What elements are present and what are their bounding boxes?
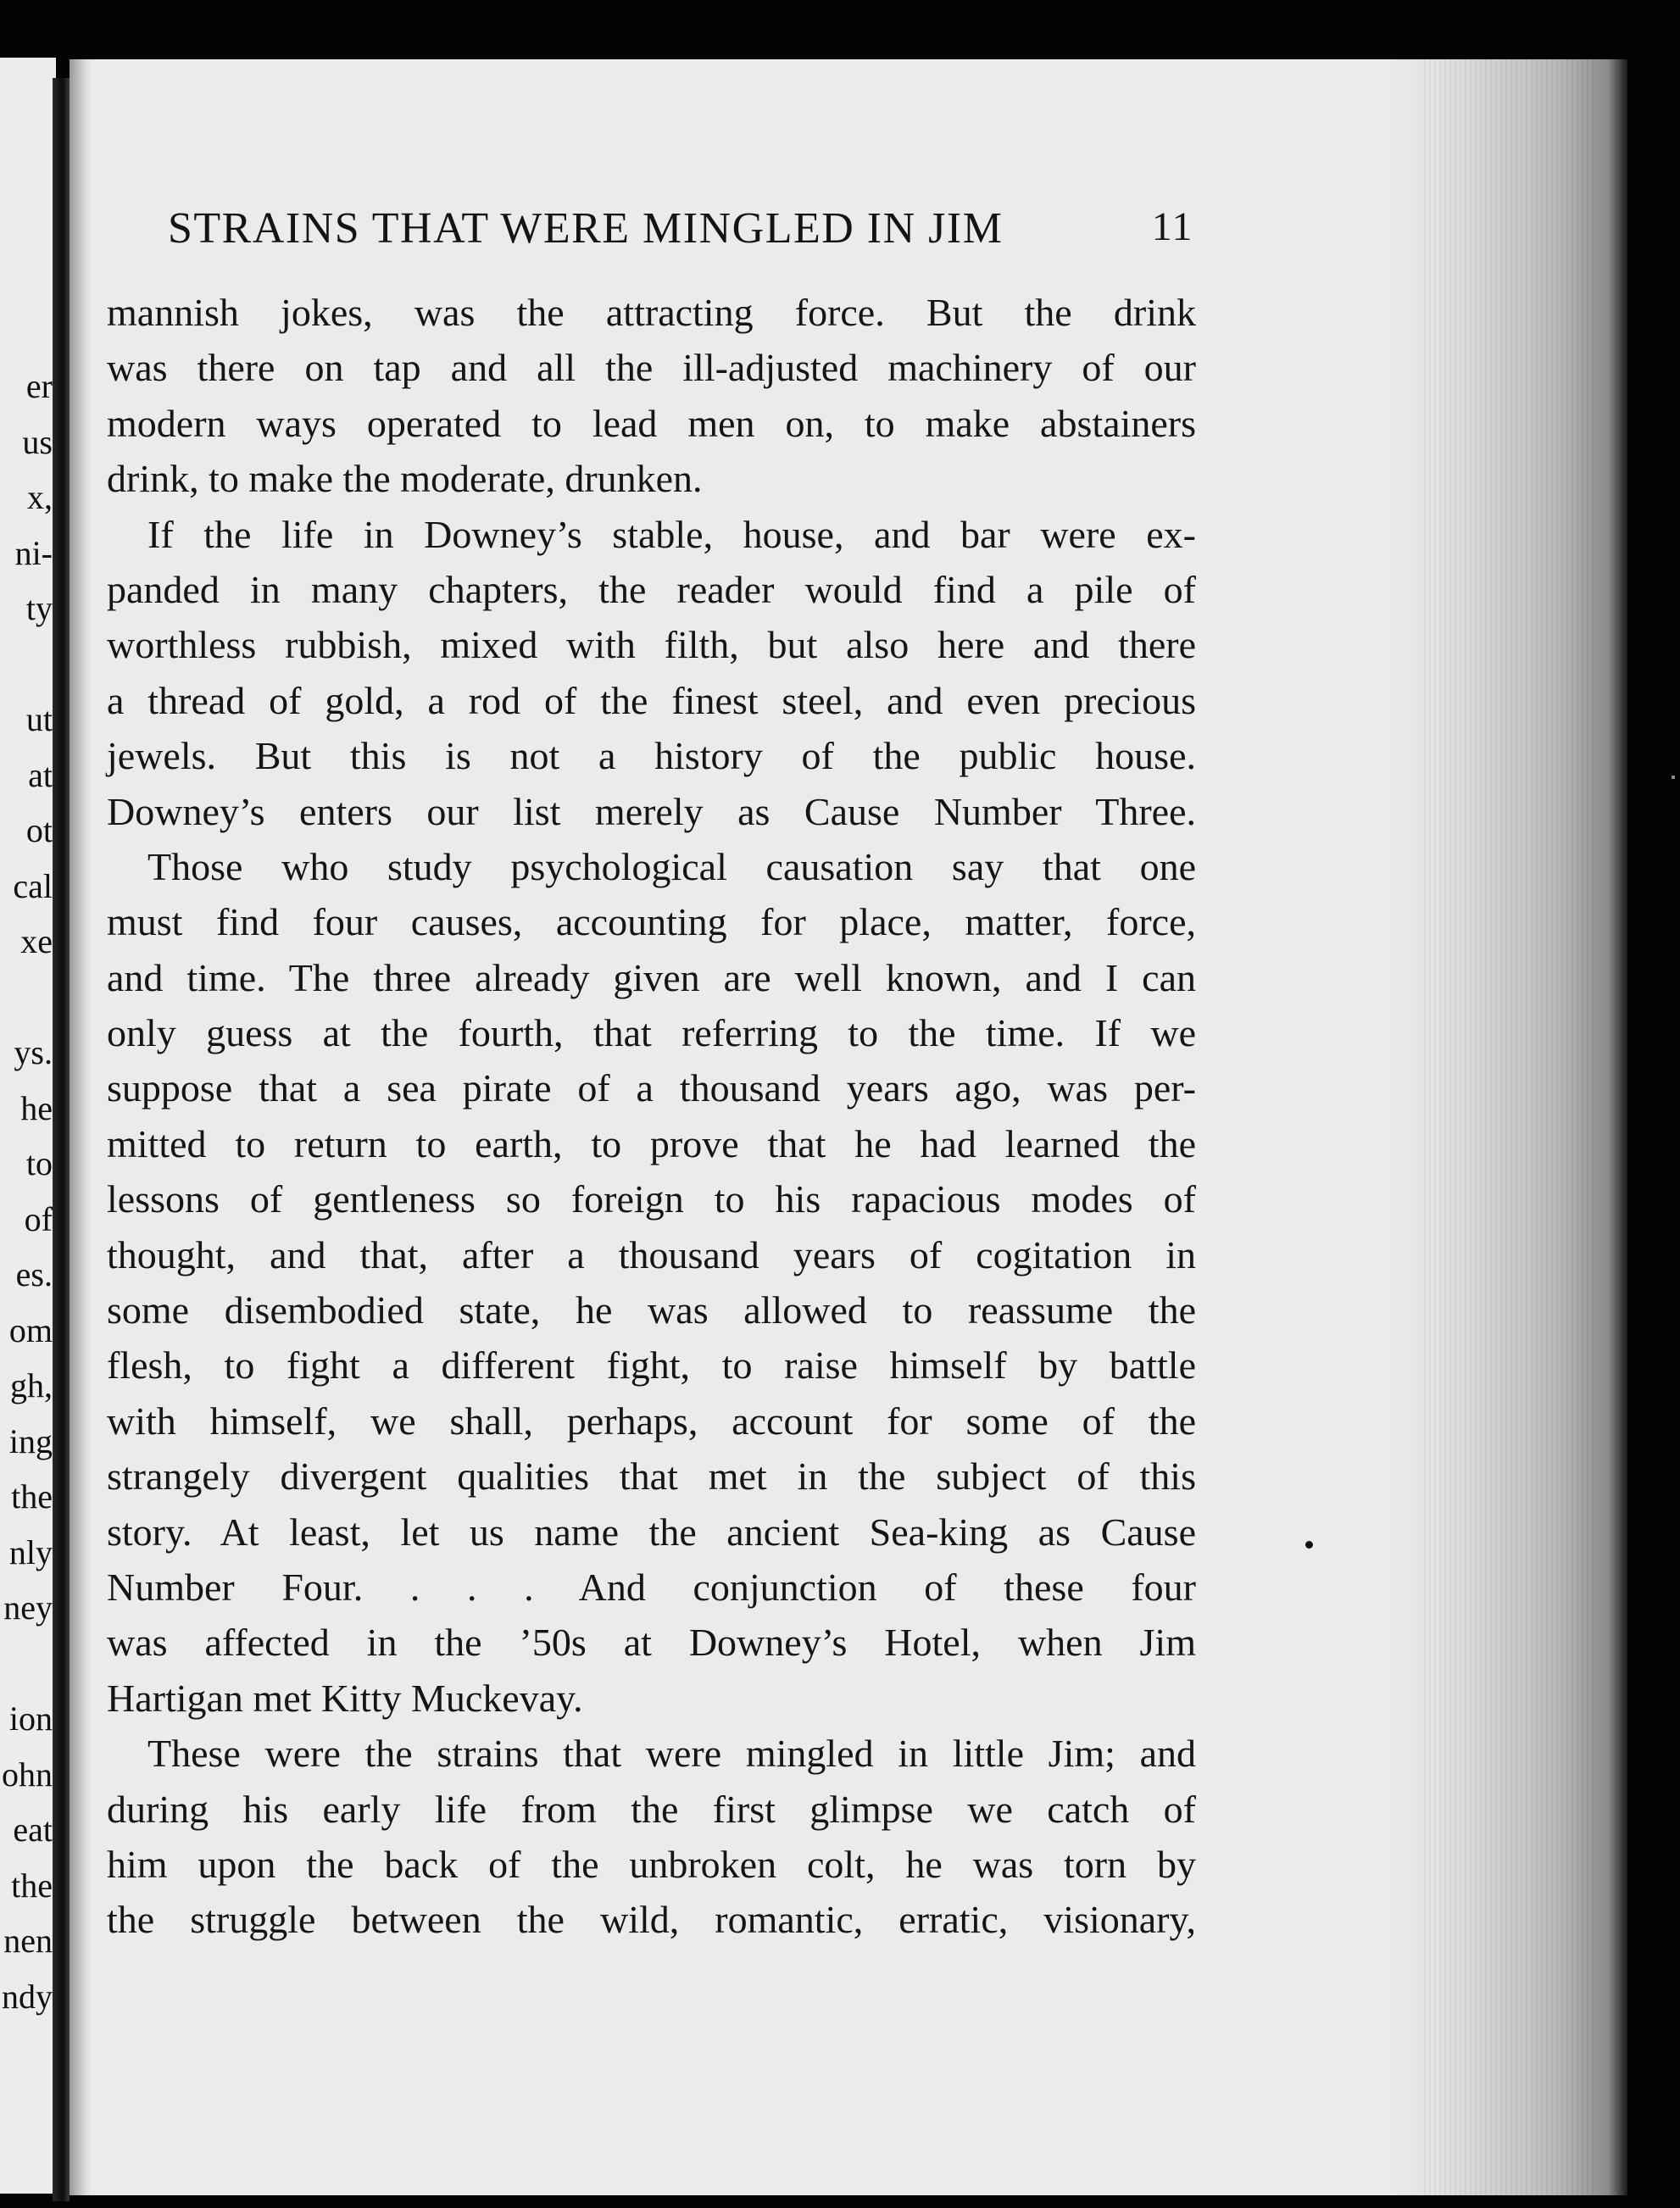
left-page-fragment: of (24, 1199, 53, 1238)
left-page-fragment: ni- (14, 533, 53, 572)
left-page-fragment: ndy (2, 1977, 53, 2016)
text-line: mitted to return to earth, to prove that he had learned the (107, 1121, 1196, 1165)
text-line: suppose that a sea pirate of a thousand years ago, was per- (107, 1066, 1196, 1110)
left-page-fragment (0, 637, 53, 692)
left-page-fragment: cal (13, 866, 53, 905)
text-line: worthless rubbish, mixed with filth, but also here and there (107, 623, 1196, 667)
running-head-title: STRAINS THAT WERE MINGLED IN JIM (168, 204, 1004, 253)
text-line: lessons of gentleness so foreign to his rapacious modes of (107, 1177, 1196, 1221)
text-line: some disembodied state, he was allowed to reassume the (107, 1288, 1196, 1332)
text-line: Downey’s enters our list merely as Cause Number Three. (107, 789, 1196, 833)
text-line: panded in many chapters, the reader would find a pile of (107, 567, 1196, 611)
text-line: Number Four. . . . And conjunction of these four (107, 1565, 1196, 1609)
text-line: drink, to make the moderate, drunken. (107, 457, 703, 501)
body-text (107, 285, 1196, 1948)
text-line: and time. The three already given are well known, and I can (107, 955, 1196, 999)
running-head (168, 203, 1193, 263)
text-line: flesh, to fight a different fight, to raise himself by battle (107, 1343, 1196, 1388)
left-page-fragment: xe (20, 922, 53, 960)
text-line: strangely divergent qualities that met in the subject of this (107, 1454, 1196, 1499)
left-page-fragment (0, 1636, 53, 1692)
text-line: mannish jokes, was the attracting force. But the drink (107, 291, 1196, 334)
text-line: Hartigan met Kitty Muckevay. (107, 1676, 583, 1720)
text-line: with himself, we shall, perhaps, account for some of the (107, 1399, 1196, 1443)
text-line: only guess at the fourth, that referring to the time. If we (107, 1011, 1196, 1055)
text-line: modern ways operated to lead men on, to make abstainers (107, 401, 1196, 445)
left-page-fragment: ohn (2, 1755, 53, 1794)
text-line: the struggle between the wild, romantic, erratic, visionary, (107, 1898, 1196, 1942)
edge-speck (1672, 776, 1675, 779)
text-line: a thread of gold, a rod of the finest steel, and even precious (107, 678, 1196, 722)
left-page-fragment: the (11, 1477, 53, 1516)
left-page-fragment: es. (15, 1255, 53, 1293)
left-page-fragment: at (28, 755, 53, 794)
page-number: 11 (1151, 204, 1193, 249)
left-page-fragment: he (20, 1088, 53, 1127)
left-facing-page (0, 58, 56, 2194)
text-line: story. At least, let us name the ancient Sea-king as Cause (107, 1510, 1196, 1554)
text-line: must find four causes, accounting for place, matter, force, (107, 900, 1196, 944)
paragraph-first-line: Those who study psychological causation say that one (147, 844, 1196, 888)
left-page-fragment: ing (8, 1421, 53, 1460)
left-page-fragment: nen (3, 1922, 53, 1960)
left-page-text-fragments (0, 359, 53, 2024)
ink-speck (1305, 1541, 1313, 1549)
left-page-fragment: om (8, 1310, 53, 1349)
left-page-fragment (0, 970, 53, 1026)
left-page-fragment: er (25, 367, 53, 405)
left-page-fragment: the (11, 1866, 53, 1905)
left-page-fragment: us (22, 422, 53, 461)
text-line: him upon the back of the unbroken colt, he was torn by (107, 1842, 1196, 1886)
left-page-fragment: gh, (10, 1366, 53, 1404)
text-line: during his early life from the first glimpse we catch of (107, 1787, 1196, 1831)
page-stack-edge (1390, 59, 1627, 2195)
text-line: was there on tap and all the ill-adjusted machinery of our (107, 346, 1196, 390)
binding-shadow (53, 78, 70, 2201)
text-line: thought, and that, after a thousand years of cogitation in (107, 1232, 1196, 1276)
left-page-fragment: to (25, 1144, 53, 1182)
paragraph-first-line: These were the strains that were mingled in little Jim; and (147, 1732, 1196, 1776)
left-page-fragment: ot (25, 811, 53, 849)
left-page-fragment: ty (25, 589, 53, 627)
left-page-fragment: ys. (14, 1033, 53, 1071)
left-page-fragment: x, (27, 478, 53, 516)
left-page-fragment: nly (8, 1532, 53, 1571)
paragraph-first-line: If the life in Downey’s stable, house, and bar were ex- (147, 512, 1196, 556)
text-line: was affected in the ’50s at Downey’s Hotel, when Jim (107, 1621, 1196, 1665)
left-page-fragment: ney (3, 1588, 53, 1627)
page-gutter-shadow (70, 59, 92, 2195)
left-page-fragment: ion (8, 1699, 53, 1738)
left-page-fragment: eat (13, 1810, 53, 1849)
text-line: jewels. But this is not a history of the public house. (107, 734, 1196, 778)
left-page-fragment: ut (25, 700, 53, 738)
